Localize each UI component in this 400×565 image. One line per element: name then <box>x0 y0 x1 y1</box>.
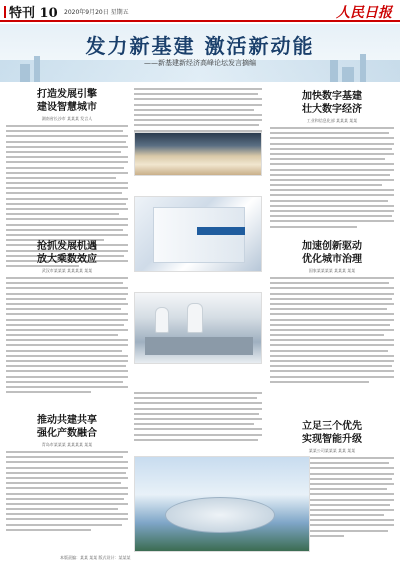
article-byline: 工业和信息化部 某某某 某某 <box>306 118 358 123</box>
conference-hall-photo <box>134 132 262 176</box>
stadium-roof-shape <box>165 497 275 533</box>
article-title <box>6 88 128 114</box>
article-5-continued <box>134 392 262 444</box>
article-body <box>270 277 394 383</box>
article-2 <box>270 90 394 231</box>
page-subhead: ——新基建新经济高峰论坛发言摘编 <box>144 59 256 67</box>
server-cabinet-shape <box>153 207 245 263</box>
article-body <box>6 451 128 531</box>
lab-bench-shape <box>145 337 253 355</box>
article-byline: 青岛市某某某 某某某某 某某 <box>41 442 93 447</box>
article-title-line: 壮大数字经济 <box>302 104 362 115</box>
lab-workers-photo <box>134 292 262 364</box>
article-body <box>270 127 394 228</box>
worker-figure <box>155 307 169 333</box>
article-3 <box>6 240 128 396</box>
data-center-photo <box>134 196 262 272</box>
article-title <box>270 420 394 446</box>
article-byline: 国家某某某某 某某某 某某 <box>308 268 356 273</box>
article-byline: 某某公司某某某 某某 某某 <box>308 448 356 453</box>
article-title-line: 抢抓发展机遇 <box>37 241 97 252</box>
article-title-line: 建设智慧城市 <box>37 102 97 113</box>
page-label <box>4 2 58 21</box>
article-body <box>6 277 128 393</box>
masthead <box>0 0 400 22</box>
banner <box>0 24 400 82</box>
worker-figure <box>187 303 203 333</box>
stadium-photo <box>134 456 310 552</box>
article-title <box>6 240 128 266</box>
page-label-text: 特刊 10 <box>9 6 58 21</box>
article-title-line: 加快数字基建 <box>302 91 362 102</box>
article-4 <box>270 240 394 386</box>
article-byline: 武汉市某某某 某某某某 某某 <box>41 268 93 273</box>
article-title-line: 立足三个优先 <box>302 421 362 432</box>
article-byline: 湖南省长沙市 某某某 发言人 <box>41 116 93 121</box>
page-footer: 本版责编：某某 某某 版式设计：某某某 <box>60 555 131 560</box>
date: 2020年9月20日 星期五 <box>64 9 129 16</box>
newspaper-logo: 人民日报 <box>336 5 392 21</box>
page-headline: 发力新基建 激活新动能 <box>85 34 315 58</box>
article-title <box>270 240 394 266</box>
article-title <box>270 90 394 116</box>
article-body <box>134 392 262 441</box>
article-title-line: 推动共建共享 <box>37 415 97 426</box>
building-shape <box>342 67 354 82</box>
article-title <box>6 414 128 440</box>
article-title-line: 优化城市治理 <box>302 254 362 265</box>
article-title-line: 实现智能升级 <box>302 434 362 445</box>
article-title-line: 放大乘数效应 <box>37 254 97 265</box>
banner-strip <box>197 227 245 235</box>
page-tag-bar <box>4 6 6 18</box>
article-5 <box>6 414 128 534</box>
article-title-line: 强化产数融合 <box>37 428 97 439</box>
article-title-line: 打造发展引擎 <box>37 89 97 100</box>
article-title-line: 加速创新驱动 <box>302 241 362 252</box>
